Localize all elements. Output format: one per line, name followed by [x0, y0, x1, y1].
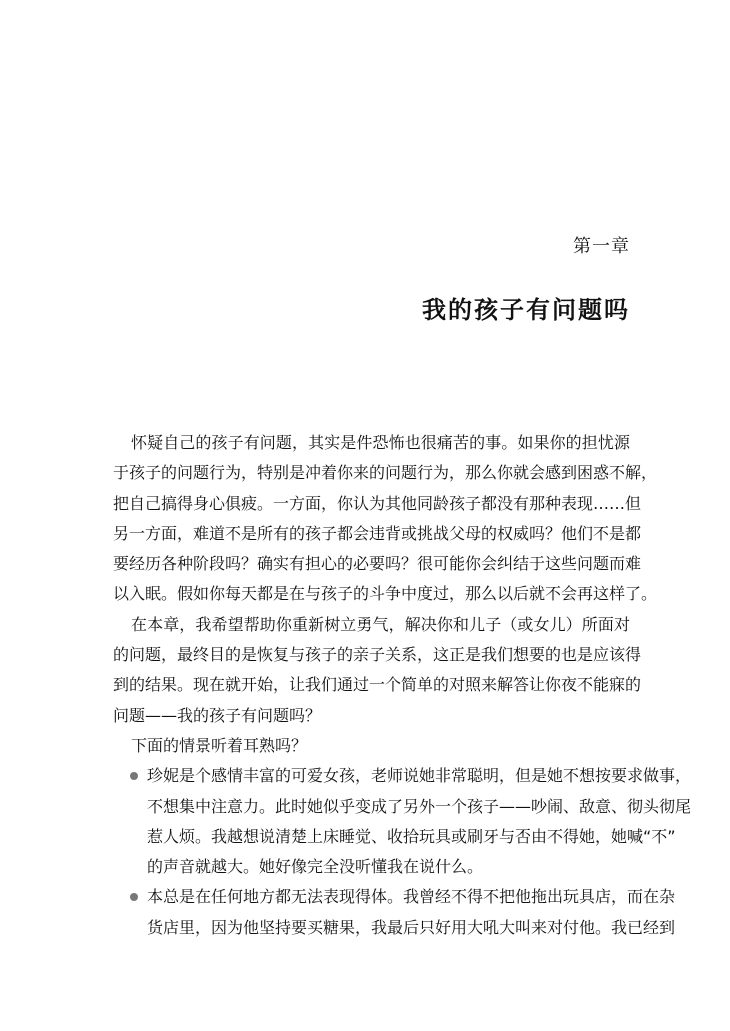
text-line: 下面的情景听着耳熟吗？: [131, 735, 308, 755]
paragraph: [113, 428, 658, 610]
text-line: 另一方面，难道不是所有的孩子都会违背或挑战父母的权威吗？他们不是都: [113, 523, 642, 543]
paragraph: [113, 731, 630, 761]
text-line: 珍妮是个感情丰富的可爱女孩，老师说她非常聪明，但是她不想按要求做事，: [147, 766, 692, 786]
bullet-item: [113, 882, 676, 943]
text-line: 货店里，因为他坚持要买糖果，我最后只好用大吼大叫来对付他。我已经到: [147, 917, 676, 937]
text-line: 不想集中注意力。此时她似乎变成了另外一个孩子——吵闹、敌意、彻头彻尾: [147, 796, 692, 816]
text-line: 要经历各种阶段吗？确实有担心的必要吗？很可能你会纠结于这些问题而难: [113, 554, 642, 574]
chapter-label: 第一章: [573, 236, 630, 257]
text-line: 的问题，最终目的是恢复与孩子的亲子关系，这正是我们想要的也是应该得: [113, 645, 642, 665]
text-line: 以入眠。假如你每天都是在与孩子的斗争中度过，那么以后就不会再这样了。: [113, 584, 658, 604]
text-line: 的声音就越大。她好像完全没听懂我在说什么。: [147, 857, 484, 877]
chapter-title: 我的孩子有问题吗: [422, 296, 630, 324]
text-line: 于孩子的问题行为，特别是冲着你来的问题行为，那么你就会感到困惑不解，: [113, 463, 658, 483]
paragraph: [113, 610, 642, 731]
text-line: 本总是在任何地方都无法表现得体。我曾经不得不把他拖出玩具店，而在杂: [147, 887, 676, 907]
text-line: 怀疑自己的孩子有问题，其实是件恐怖也很痛苦的事。如果你的担忧源: [131, 433, 630, 452]
text-line: 惹人烦。我越想说清楚上床睡觉、收拾玩具或刷牙与否由不得她，她喊“不”: [147, 826, 676, 846]
text-line: 到的结果。现在就开始，让我们通过一个简单的对照来解答让你夜不能寐的: [113, 675, 642, 695]
text-line: 把自己搞得身心俱疲。一方面，你认为其他同龄孩子都没有那种表现……但: [113, 493, 642, 513]
text-line: 问题——我的孩子有问题吗？: [113, 705, 322, 725]
text-line: 在本章，我希望帮助你重新树立勇气，解决你和儿子（或女儿）所面对: [131, 614, 630, 634]
body-text: [113, 428, 692, 943]
bullet-item: [113, 761, 692, 882]
